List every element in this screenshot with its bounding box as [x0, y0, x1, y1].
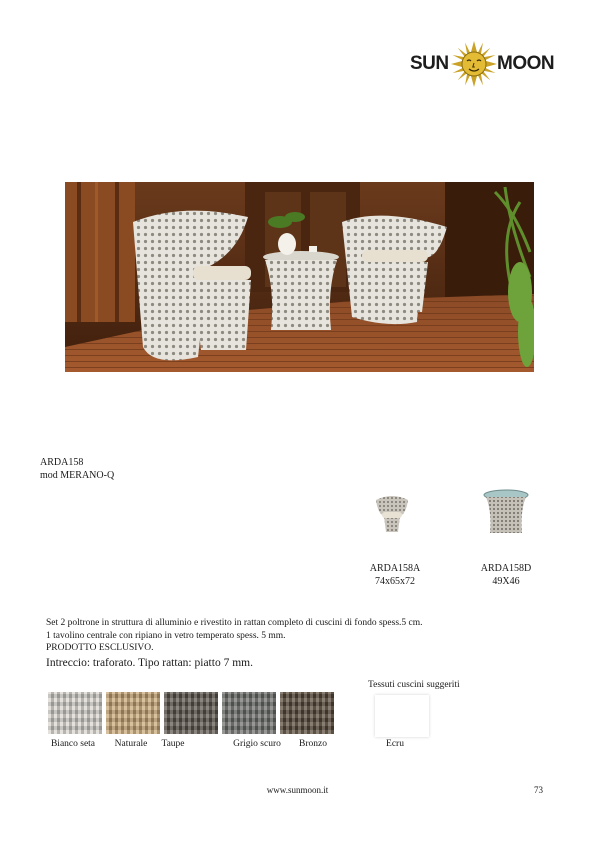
product-model: mod MERANO-Q: [40, 470, 115, 481]
description-line: 1 tavolino centrale con ripiano in vetro temperato spess. 5 mm.: [46, 630, 286, 641]
color-swatch-label: Naturale: [114, 739, 148, 749]
color-swatch: [164, 692, 218, 734]
color-swatch: [222, 692, 276, 734]
color-swatch: [280, 692, 334, 734]
color-swatch-label: Taupe: [161, 739, 185, 749]
fabric-swatch-ecru: [375, 695, 429, 737]
item-dimensions: 74x65x72: [375, 576, 415, 587]
logo-word-sun: SUN: [410, 53, 449, 74]
fabric-title: Tessuti cuscini suggeriti: [368, 680, 460, 690]
product-info: [40, 456, 114, 482]
description-line: Set 2 poltrone in struttura di alluminio e rivestito in rattan completo di cuscini di fondo spess.5 cm.: [46, 618, 423, 628]
color-swatch: [48, 692, 102, 734]
color-swatch: [106, 692, 160, 734]
weave-spec: Intreccio: traforato. Tipo rattan: piatto 7 mm.: [46, 656, 253, 669]
armchair-thumbnail: [370, 492, 414, 536]
item-code: ARDA158D: [480, 563, 532, 574]
footer-website[interactable]: www.sunmoon.it: [266, 785, 329, 795]
logo-word-moon: MOON: [497, 53, 555, 74]
page-number: 73: [534, 785, 543, 795]
item-dimensions: 49X46: [492, 576, 520, 587]
product-code: ARDA158: [40, 457, 84, 468]
product-description: [46, 617, 526, 670]
side-table-thumbnail: [480, 487, 532, 539]
brand-logo: [410, 40, 555, 88]
sun-face-icon: [450, 40, 498, 88]
color-swatch-label: Bianco seta: [50, 739, 96, 749]
item-label-table: [478, 562, 534, 588]
product-photo: [65, 182, 534, 372]
item-label-armchair: [355, 562, 435, 588]
fabric-label: Ecru: [386, 739, 404, 749]
item-code: ARDA158A: [369, 563, 421, 574]
color-swatch-label: Grigio scuro: [233, 739, 281, 749]
description-line: PRODOTTO ESCLUSIVO.: [46, 643, 154, 653]
color-swatch-label: Bronzo: [299, 739, 327, 749]
